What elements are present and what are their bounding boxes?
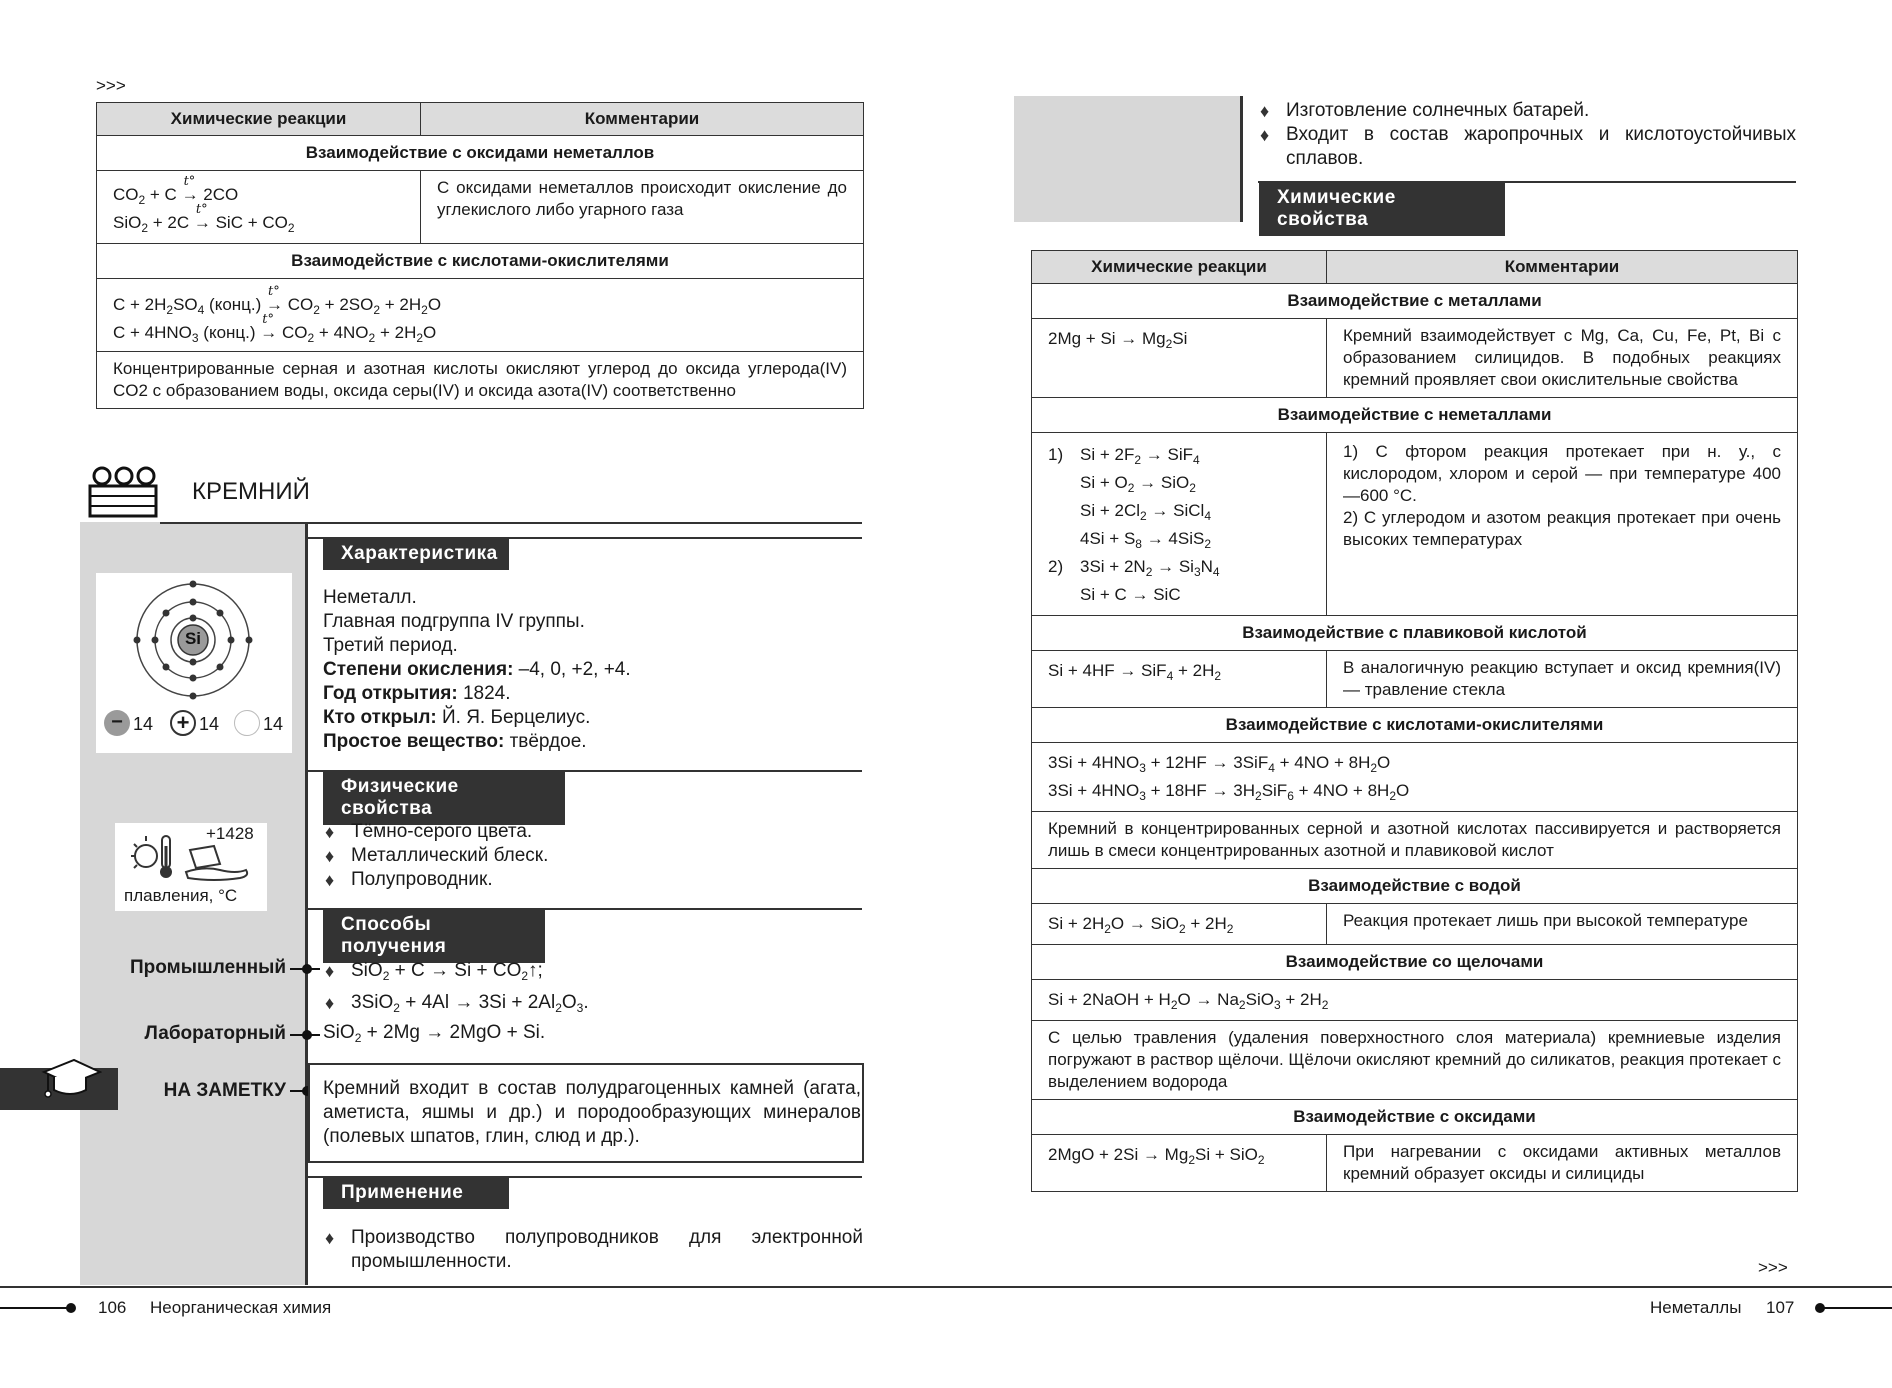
reaction-cell (97, 279, 864, 352)
reaction-cell (1032, 433, 1327, 616)
connector-dot (302, 964, 312, 974)
graduation-cap-icon (40, 1058, 102, 1104)
sidebar-divider (305, 522, 308, 1285)
element-title: КРЕМНИЙ (192, 478, 310, 505)
equation: Si + C → SiC (1080, 585, 1181, 604)
note-label: НА ЗАМЕТКУ (163, 1080, 286, 1101)
equation: ♦ $SiO_2 + C \to Si + CO_2↑$; (323, 955, 863, 987)
comment-cell (1327, 433, 1798, 616)
equation: $Si + 4HF \to SiF_4 + 2H_2$ (1048, 661, 1222, 683)
physical-heading: Физические свойства (323, 771, 565, 825)
neutron-count: 14 (263, 714, 284, 734)
col-header-comments: Комментарии (421, 103, 864, 136)
equation: $2MgO + 2Si \to Mg_2Si + SiO_2$ (1048, 1145, 1265, 1167)
comment-cell: С оксидами неметаллов происходит окисление до углекислого либо угарного газа (421, 171, 864, 244)
reaction-cell (1032, 1135, 1327, 1192)
comment-cell: Реакция протекает лишь при высокой температуре (1327, 904, 1798, 945)
application-list-continued (1258, 99, 1796, 171)
equation: SiO$_2$ + 2C → t° SiC + $CO_2$ (113, 202, 295, 235)
characteristic-heading: Характеристика (323, 538, 509, 570)
reaction-cell (1032, 904, 1327, 945)
section-water: Взаимодействие с водой (1032, 869, 1798, 904)
char-line: Третий период. (323, 635, 458, 656)
col-header-reactions: Химические реакции (97, 103, 421, 136)
right-sidebar-block (1014, 96, 1240, 222)
chemical-properties-heading: Химические свойства (1259, 182, 1505, 236)
melting-label: плавления, °С (124, 886, 238, 905)
electron-count: 14 (133, 714, 154, 734)
silicon-reactions-table (1031, 250, 1798, 1192)
section-name-right: Неметаллы (1650, 1298, 1742, 1317)
continue-mark-top: >>> (96, 76, 126, 95)
list-item: ♦ Изготовление солнечных батарей. (1258, 99, 1796, 123)
footer-line-right (1820, 1307, 1892, 1309)
section-name-left: Неорганическая химия (150, 1298, 332, 1317)
footer-dot-left (66, 1303, 76, 1313)
equation: 2) $3Si + 2N_2 \to Si_3N_4$ (1048, 557, 1220, 579)
section-alkalis: Взаимодействие со щелочами (1032, 945, 1798, 980)
list-item: ♦ Полупроводник. (323, 868, 863, 892)
col-header-reactions: Химические реакции (1032, 251, 1327, 284)
col-header-comments: Комментарии (1327, 251, 1798, 284)
header-line (160, 522, 862, 524)
atom-symbol: Si (184, 629, 202, 648)
equation: 1) $Si + 2F_2 \to SiF_4$ (1048, 445, 1200, 467)
note-cell: Концентрированные серная и азотная кислоты окисляют углерод до оксида углерода(IV) CO2 с образованием воды, оксида серы(IV) и оксида азота(IV) соответственно (97, 352, 864, 409)
equation: $Si + O_2 \to SiO_2$ (1080, 473, 1196, 495)
connector-dot (302, 1030, 312, 1040)
reaction-cell (97, 171, 421, 244)
application-list (323, 1226, 863, 1274)
comment-cell: При нагревании с оксидами активных металлов кремний образует оксиды и силициды (1327, 1135, 1798, 1192)
equation: $C + 4HNO_3$ (конц.) → t° $CO_2 + 4NO_2 + 2H_2O$ (113, 312, 437, 345)
continue-mark-bottom: >>> (1758, 1258, 1788, 1277)
book-glasses-icon (84, 462, 162, 524)
section-oxidizing-acids: Взаимодействие с кислотами-окислителями (1032, 708, 1798, 743)
list-item: ♦ Входит в состав жаропрочных и кислотоустойчивых сплавов. (1258, 123, 1796, 171)
simple-substance: Простое вещество: твёрдое. (323, 731, 587, 752)
electron-badge: − (104, 710, 130, 736)
lab-equation: SiO$_2$ + 2Mg → 2MgO + Si. (323, 1022, 546, 1045)
application-heading: Применение (323, 1177, 509, 1209)
proton-count: 14 (199, 714, 220, 734)
note-cell: С целью травления (удаления поверхностного слоя материала) кремниевые изделия погружают в раствор щёлочи. Щёлочи окисляют кремний до силикатов, реакция протекает с выделением водорода (1032, 1021, 1798, 1100)
discoverer: Кто открыл: Й. Я. Берцелиус. (323, 707, 591, 728)
obtaining-heading: Способы получения (323, 909, 545, 963)
physical-list (323, 820, 863, 892)
equation: $3Si + 4HNO_3 + 18HF \to 3H_2SiF_6 + 4NO + 8H_2O$ (1048, 781, 1410, 803)
note-text: Кремний входит в состав полудрагоценных камней (агата, аметиста, яшмы и др.) и породообразующих минералов (полевых шпатов, глин, слюд и др.). (323, 1078, 861, 1147)
char-line: Главная подгруппа IV группы. (323, 611, 585, 632)
equation: ♦ $3SiO_2 + 4Al \to 3Si + 2Al_2O_3$. (323, 987, 863, 1019)
note-cell: Кремний в концентрированных серной и азотной кислотах пассивируется и растворяется лишь в смеси концентрированных азотной и плавиковой кислот (1032, 812, 1798, 869)
char-line: Неметалл. (323, 587, 417, 608)
thermometer-icon (128, 832, 184, 882)
bottom-rule (0, 1286, 1892, 1288)
section-hydrofluoric-acid: Взаимодействие с плавиковой кислотой (1032, 616, 1798, 651)
reaction-cell (1032, 743, 1798, 812)
proton-badge: + (170, 710, 196, 736)
carbon-reactions-table (96, 102, 864, 409)
section-oxidizing-acids: Взаимодействие с кислотами-окислителями (97, 244, 864, 279)
melting-ice-icon (184, 842, 252, 882)
equation: $3Si + 4HNO_3 + 12HF \to 3SiF_4 + 4NO + 8H_2O$ (1048, 753, 1391, 775)
equation: Si + 2NaOH + $H_2O \to Na_2SiO_3 + 2H_2$ (1048, 990, 1329, 1012)
page-number-right: 107 (1766, 1298, 1795, 1317)
equation: $CO_2 + C$ → t° 2CO (113, 174, 239, 207)
list-item: ♦ Тёмно-серого цвета. (323, 820, 863, 844)
section-metals: Взаимодействие с металлами (1032, 284, 1798, 319)
list-item: ♦ Производство полупроводников для электронной промышленности. (323, 1226, 863, 1274)
section-oxides: Взаимодействие с оксидами (1032, 1100, 1798, 1135)
characteristic-text (323, 586, 863, 754)
footer-line-left (0, 1307, 70, 1309)
oxidation-states: Степени окисления: –4, 0, +2, +4. (323, 659, 631, 680)
page-number-left: 106 (98, 1298, 127, 1317)
equation: $Si + 2H_2O \to SiO_2 + 2H_2$ (1048, 914, 1234, 936)
comment-cell: В аналогичную реакцию вступает и оксид кремния(IV) — травление стекла (1327, 651, 1798, 708)
equation: $C + 2H_2SO_4$ (конц.) → t° $CO_2 + 2SO_2 + 2H_2O$ (113, 284, 442, 317)
comment-cell: Кремний взаимодействует с Mg, Ca, Cu, Fe, Pt, Bi с образованием силицидов. В подобных реакциях кремний проявляет свои окислительные свойства (1327, 319, 1798, 398)
section-nonmetals: Взаимодействие с неметаллами (1032, 398, 1798, 433)
reaction-cell (1032, 651, 1327, 708)
equation: $4Si + S_8 \to 4SiS_2$ (1080, 529, 1212, 551)
equation: $Si + 2Cl_2$ → SiCl$_4$ (1080, 501, 1211, 523)
industrial-label: Промышленный (130, 957, 286, 978)
reaction-cell (1032, 980, 1798, 1021)
discovery-year: Год открытия: 1824. (323, 683, 511, 704)
section-nonmetal-oxides: Взаимодействие с оксидами неметаллов (97, 136, 864, 171)
equation: $2Mg + Si \to Mg_2Si$ (1048, 329, 1188, 351)
comment-part: 2) С углеродом и азотом реакция протекает при очень высоких температурах (1343, 508, 1781, 549)
melting-value: +1428 (206, 824, 254, 843)
industrial-equations (323, 955, 863, 1019)
list-item: ♦ Металлический блеск. (323, 844, 863, 868)
right-sidebar-divider (1240, 96, 1243, 222)
comment-part: 1) С фтором реакция протекает при н. у., с кислородом, хлором и серой — при температуре 400—600 °С. (1343, 442, 1781, 505)
reaction-cell (1032, 319, 1327, 398)
lab-label: Лабораторный (144, 1023, 286, 1044)
neutron-badge (234, 710, 260, 736)
